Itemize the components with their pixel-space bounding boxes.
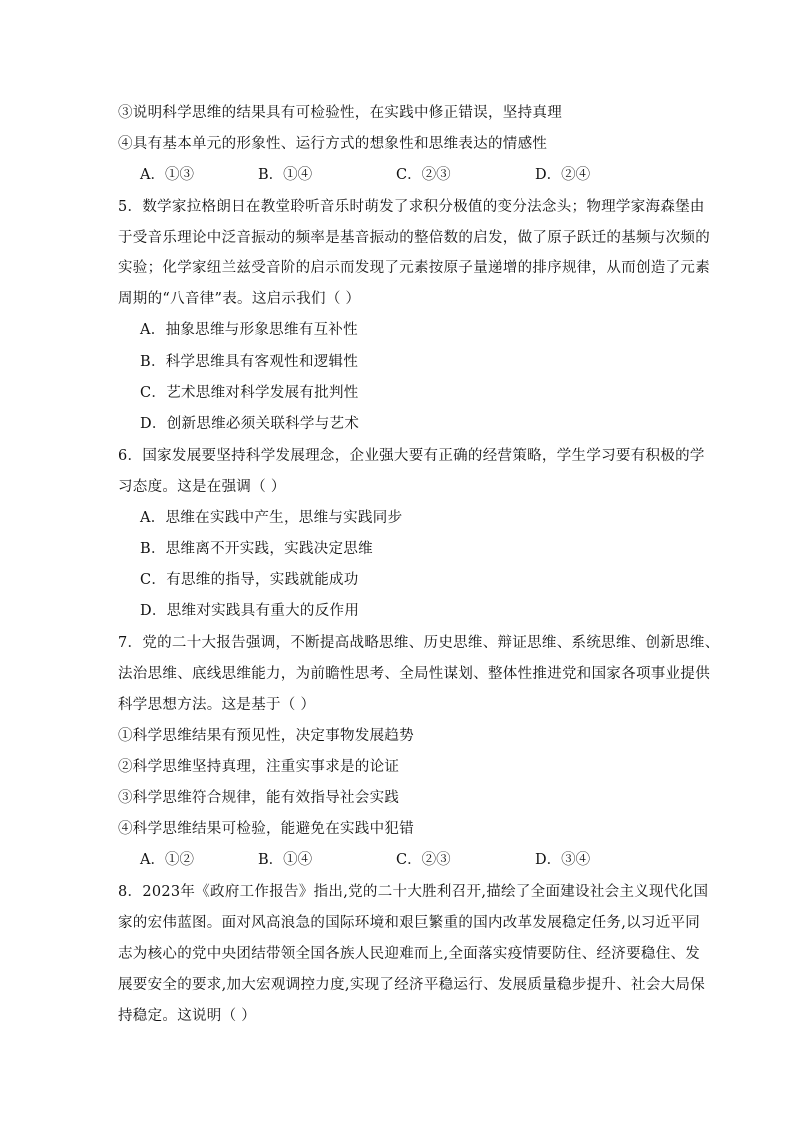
q8-stem-line-2: 家的宏伟蓝图。面对风高浪急的国际环境和艰巨繁重的国内改革发展稳定任务,以习近平同 xyxy=(118,915,701,931)
q4-option-b: B．①④ xyxy=(258,167,313,183)
q6-stem-line-2: 习态度。这是在强调（ ） xyxy=(118,479,286,495)
q4-option-d: D．②④ xyxy=(535,167,591,183)
q6-option-a: A．思维在实践中产生，思维与实践同步 xyxy=(140,510,403,526)
q5-option-b: B．科学思维具有客观性和逻辑性 xyxy=(140,354,359,370)
q6-option-d: D．思维对实践具有重大的反作用 xyxy=(140,603,360,619)
q8-stem-line-1: 8．2023年《政府工作报告》指出,党的二十大胜利召开,描绘了全面建设社会主义现代化国 xyxy=(118,884,709,900)
q4-statement-3: ③说明科学思维的结果具有可检验性，在实践中修正错误，坚持真理 xyxy=(118,105,562,121)
q5-option-c: C．艺术思维对科学发展有批判性 xyxy=(140,385,359,401)
q7-statement-3: ③科学思维符合规律，能有效指导社会实践 xyxy=(118,790,400,806)
q7-option-d: D．③④ xyxy=(535,852,591,868)
q7-option-a: A．①② xyxy=(140,852,194,868)
q7-statement-4: ④科学思维结果可检验，能避免在实践中犯错 xyxy=(118,821,414,837)
q7-option-c: C．②③ xyxy=(396,852,451,868)
q8-stem-line-4: 展要安全的要求,加大宏观调控力度,实现了经济平稳运行、发展质量稳步提升、社会大局保 xyxy=(118,977,706,993)
q7-statement-1: ①科学思维结果有预见性，决定事物发展趋势 xyxy=(118,728,414,744)
q7-statement-2: ②科学思维坚持真理，注重实事求是的论证 xyxy=(118,759,400,775)
q5-option-a: A．抽象思维与形象思维有互补性 xyxy=(140,322,358,338)
q6-option-c: C．有思维的指导，实践就能成功 xyxy=(140,572,359,588)
q6-option-b: B．思维离不开实践，实践决定思维 xyxy=(140,541,373,557)
q5-stem-line-2: 于受音乐理论中泛音振动的频率是基音振动的整倍数的启发，做了原子跃迁的基频与次频的 xyxy=(118,230,710,246)
q5-stem-line-4: 周期的“八音律”表。这启示我们（ ） xyxy=(118,291,361,307)
q5-stem-line-3: 实验；化学家纽兰兹受音阶的启示而发现了元素按原子量递增的排序规律，从而创造了元素 xyxy=(118,260,710,276)
q7-stem-line-1: 7．党的二十大报告强调，不断提高战略思维、历史思维、辩证思维、系统思维、创新思维、 xyxy=(118,635,720,651)
q7-option-b: B．①④ xyxy=(258,852,313,868)
q8-stem-line-5: 持稳定。这说明（ ） xyxy=(118,1008,257,1024)
q5-option-d: D．创新思维必须关联科学与艺术 xyxy=(140,416,360,432)
q7-stem-line-2: 法治思维、底线思维能力，为前瞻性思考、全局性谋划、整体性推进党和国家各项事业提供 xyxy=(118,666,710,682)
q8-stem-line-3: 志为核心的党中央团结带领全国各族人民迎难而上,全面落实疫情要防住、经济要稳住、发 xyxy=(118,946,701,962)
q4-statement-4: ④具有基本单元的形象性、运行方式的想象性和思维表达的情感性 xyxy=(118,136,548,152)
q4-option-c: C．②③ xyxy=(396,167,451,183)
q5-stem-line-1: 5．数学家拉格朗日在教堂聆听音乐时萌发了求积分极值的变分法念头；物理学家海森堡由 xyxy=(118,199,705,215)
q6-stem-line-1: 6．国家发展要坚持科学发展理念，企业强大要有正确的经营策略，学生学习要有积极的学 xyxy=(118,448,705,464)
q7-stem-line-3: 科学思想方法。这是基于（ ） xyxy=(118,697,316,713)
q4-option-a: A．①③ xyxy=(140,167,194,183)
